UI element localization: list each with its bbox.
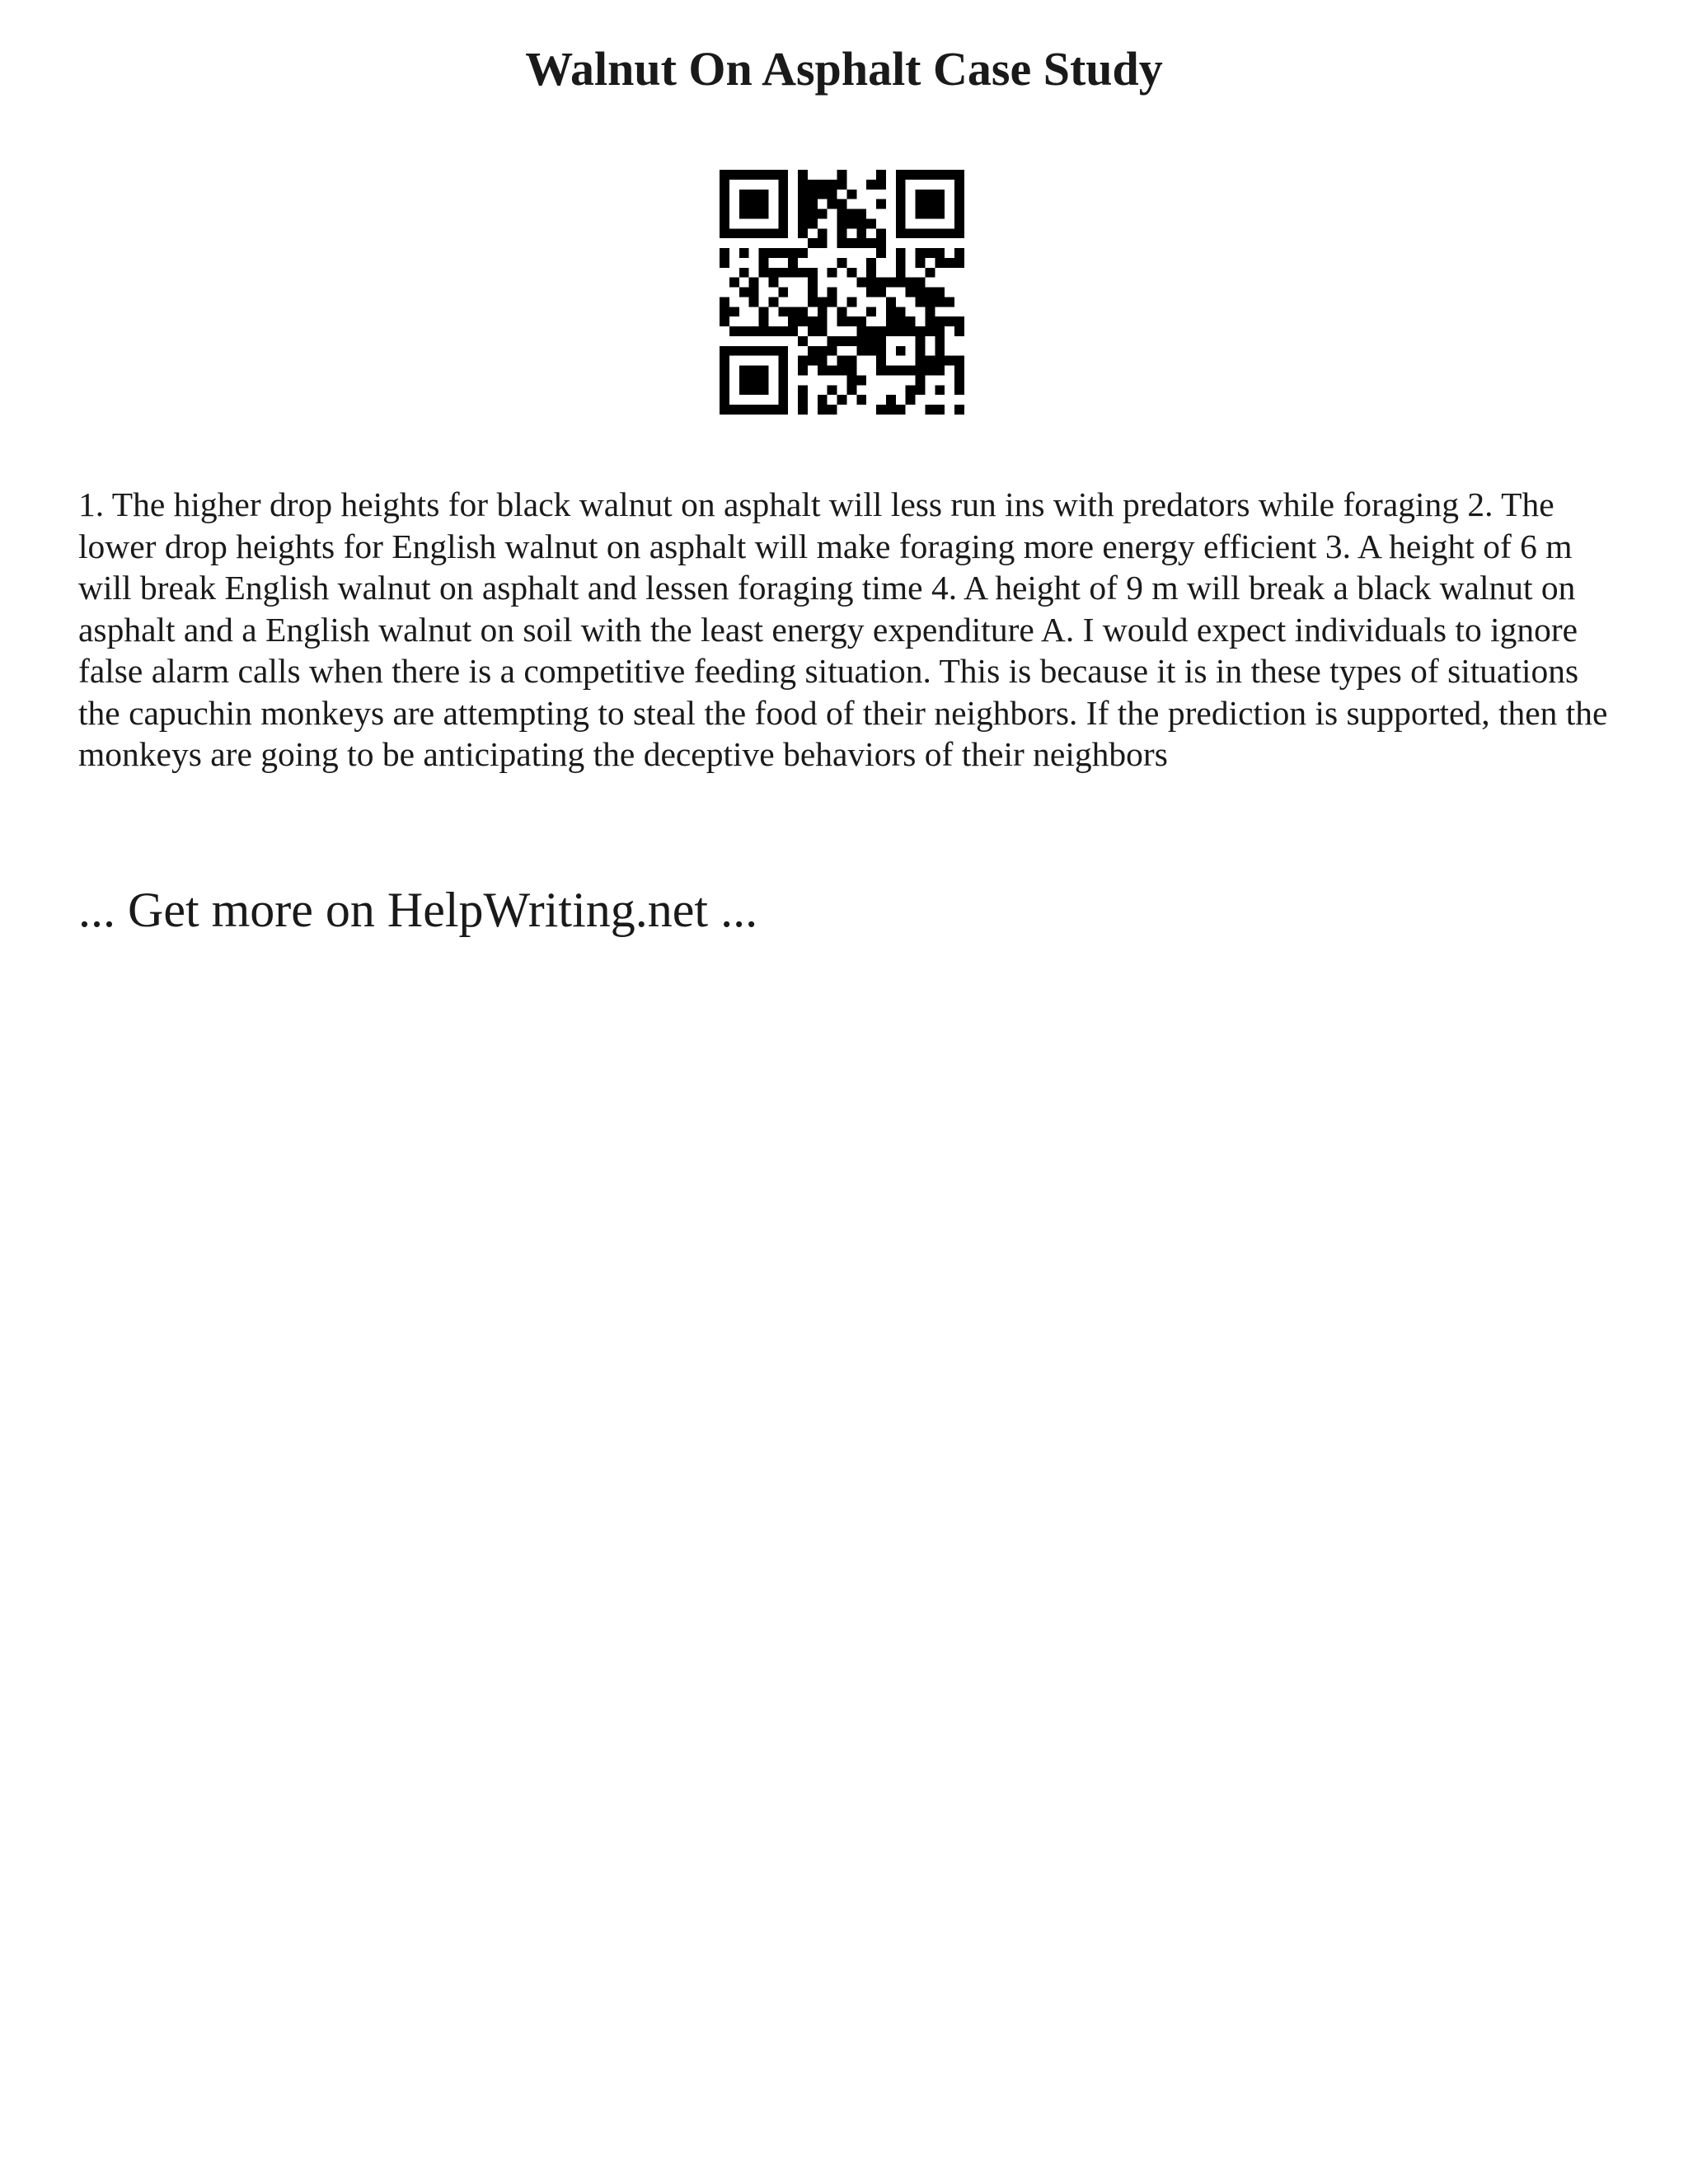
page-title: Walnut On Asphalt Case Study [525,42,1163,96]
get-more-link[interactable]: ... Get more on HelpWriting.net ... [78,883,758,937]
qr-code-icon [720,170,964,415]
body-text: 1. The higher drop heights for black walnut on asphalt will less run ins with predators while foraging 2. The lower drop heights for English walnut on asphalt will make foraging more energy efficient 3. A height of 6 m will break English walnut on asphalt and lessen foraging time 4. A height of 9 m will break a black walnut on asphalt and a English walnut on soil with the least energy expenditure A. I would expect individuals to ignore false alarm calls when there is a competitive feeding situation. This is because it is in these types of situations the capuchin monkeys are attempting to steal the food of their neighbors. If the prediction is supported, then the monkeys are going to be anticipating the deceptive behaviors of their neighbors [78,485,1608,773]
